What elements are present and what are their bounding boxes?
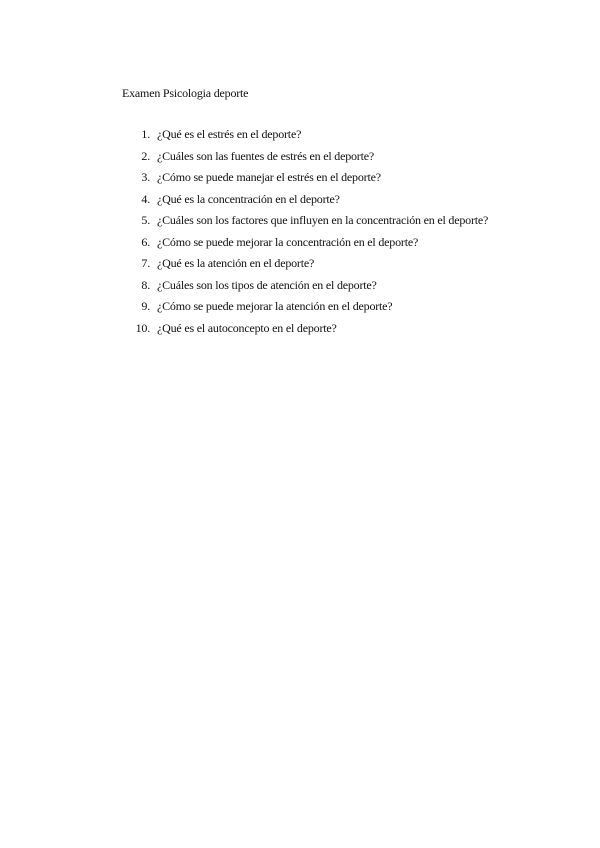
question-number: 6.: [141, 234, 150, 249]
question-text: ¿Cómo se puede mejorar la atención en el deporte?: [157, 299, 393, 313]
question-number: 8.: [141, 277, 150, 292]
question-number: 9.: [141, 299, 150, 313]
question-text: ¿Cómo se puede manejar el estrés en el deporte?: [157, 170, 381, 184]
question-number: 1.: [141, 127, 150, 141]
question-text: ¿Qué es la atención en el deporte?: [157, 256, 315, 270]
question-number: 2.: [141, 148, 150, 163]
question-text: ¿Cuáles son los tipos de atención en el deporte?: [157, 277, 377, 292]
question-number: 10.: [135, 320, 150, 335]
question-text: ¿Cuáles son los factores que influyen en la concentración en el deporte?: [157, 213, 489, 227]
question-number: 4.: [141, 191, 150, 206]
question-number: 3.: [141, 170, 150, 184]
question-number: 5.: [141, 213, 150, 227]
question-text: ¿Qué es el autoconcepto en el deporte?: [157, 320, 337, 335]
question-number: 7.: [141, 256, 150, 270]
question-text: ¿Cuáles son las fuentes de estrés en el deporte?: [157, 148, 374, 163]
question-text: ¿Cómo se puede mejorar la concentración en el deporte?: [157, 234, 419, 249]
question-text: ¿Qué es la concentración en el deporte?: [157, 191, 340, 206]
question-text: ¿Qué es el estrés en el deporte?: [157, 127, 302, 141]
document-title: Examen Psicologia deporte: [122, 86, 249, 100]
